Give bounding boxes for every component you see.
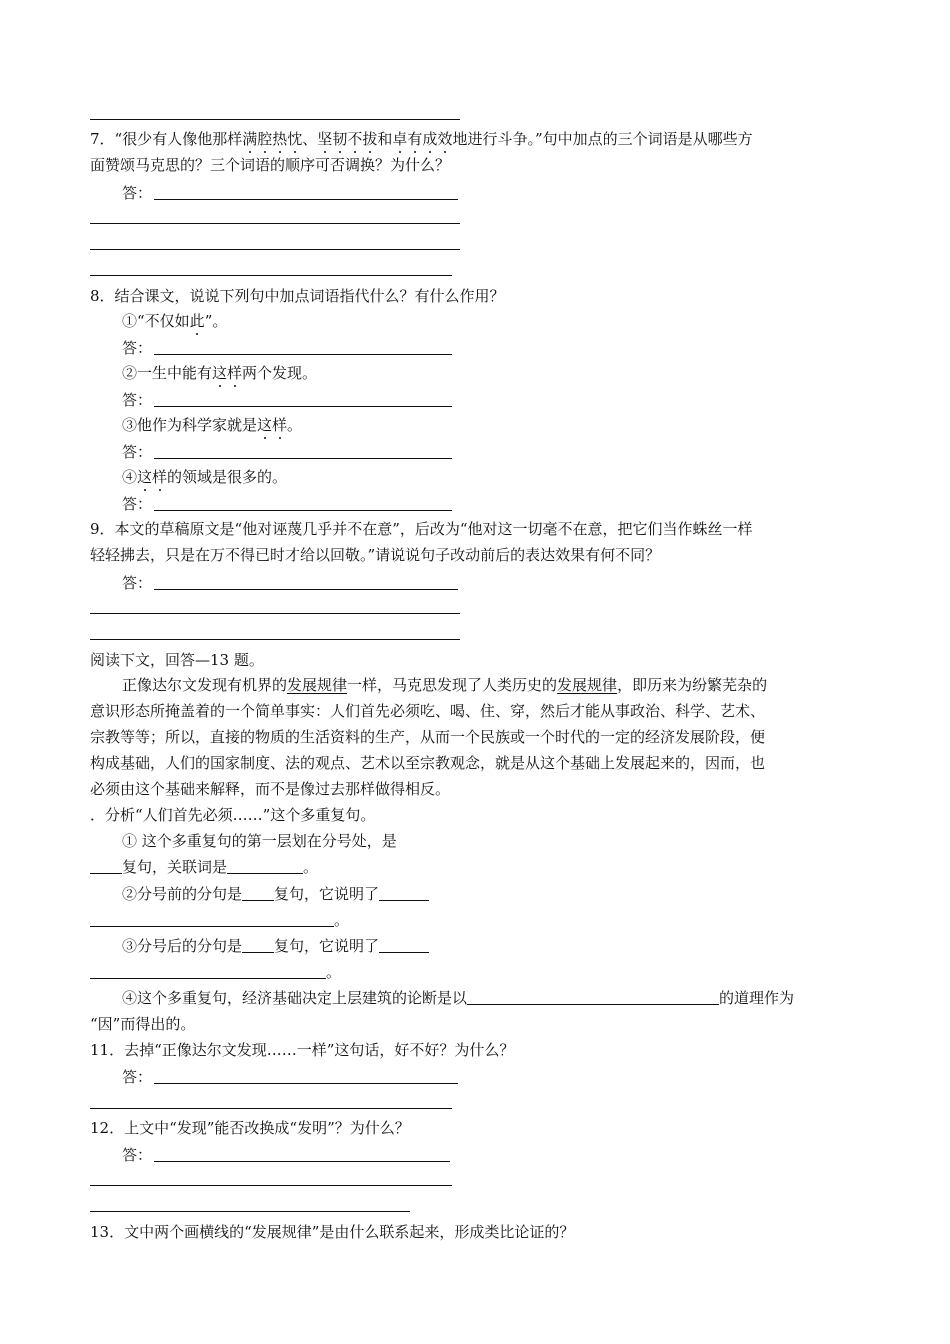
q8-answer-2: 答： [122, 391, 452, 409]
q10-sub-2: ②分号前的分句是 复句，它说明了 [122, 885, 429, 903]
q10-sub-2-cont: 。 [90, 911, 349, 929]
dotted-word-2: 坚韧不拔 [317, 130, 378, 148]
fill-blank [90, 964, 326, 979]
answer-line [90, 1211, 410, 1212]
answer-line [90, 249, 460, 250]
answer-line [90, 613, 460, 614]
answer-line [90, 223, 460, 224]
q8-item-2: ②一生中能有这样两个发现。 [122, 364, 318, 382]
q8-answer-1: 答： [122, 339, 452, 357]
answer-line [154, 496, 452, 511]
dotted-word: 这样 [257, 416, 288, 434]
dotted-word: 此 [189, 312, 205, 330]
passage-line-5: 必须由这个基础来解释，而不是像过去那样做得相反。 [90, 780, 451, 798]
q11-answer: 答： [122, 1068, 458, 1086]
dotted-word: 这样 [212, 364, 243, 382]
passage-line-1: 正像达尔文发现有机界的发展规律一样，马克思发现了人类历史的发展规律，即历来为纷繁芜杂的 [122, 676, 768, 694]
underlined-term: 发展规律 [557, 676, 618, 694]
answer-line [90, 1185, 452, 1186]
q8-item-1: ①“不仅如此”。 [122, 312, 228, 330]
q7-line1: 7．“很少有人像他那样满腔热忱、坚韧不拔和卓有成效地进行斗争。”句中加点的三个词语是从哪些方 [90, 130, 753, 148]
answer-line [154, 185, 458, 200]
q10-sub-4: ④这个多重复句，经济基础决定上层建筑的论断是以 的道理作为 [122, 989, 795, 1007]
q10-sub-3: ③分号后的分句是 复句，它说明了 [122, 937, 429, 955]
answer-line [154, 392, 452, 407]
q10-sub-1b: 复句，关联词是 。 [90, 858, 318, 876]
answer-line [154, 340, 452, 355]
dotted-word-3: 卓有成效 [392, 130, 453, 148]
answer-line [154, 1147, 450, 1162]
passage-line-4: 构成基础，人们的国家制度、法的观点、艺术以至宗教观念，就是从这个基础上发展起来的，因而，也 [90, 754, 766, 772]
dotted-word: 这样 [137, 468, 168, 486]
q13-stem: 13．文中两个画横线的“发展规律”是由什么联系起来，形成类比论证的？ [90, 1223, 575, 1241]
dotted-word-1: 满腔热忱 [242, 130, 303, 148]
answer-line [90, 119, 460, 120]
q8-stem: 8．结合课文，说说下列句中加点词语指代什么？有什么作用？ [90, 287, 505, 305]
q12-stem: 12．上文中“发现”能否改换成“发明”？为什么？ [90, 1119, 410, 1137]
answer-line [154, 444, 452, 459]
q8-answer-3: 答： [122, 443, 452, 461]
q8-answer-4: 答： [122, 495, 452, 513]
q7-answer: 答： [122, 184, 458, 202]
q8-item-4: ④这样的领域是很多的。 [122, 468, 288, 486]
q10-sub-1: ① 这个多重复句的第一层划在分号处，是 [122, 832, 397, 850]
answer-line [154, 1069, 458, 1084]
q8-item-3: ③他作为科学家就是这样。 [122, 416, 303, 434]
fill-blank [242, 938, 274, 953]
fill-blank [467, 990, 719, 1005]
fill-blank [227, 859, 303, 874]
answer-line [90, 275, 452, 276]
q11-stem: 11．去掉“正像达尔文发现……一样”这句话，好不好？为什么？ [90, 1041, 515, 1059]
q7-line2: 面赞颂马克思的？三个词语的顺序可否调换？为什么？ [90, 156, 451, 174]
answer-line [90, 1108, 452, 1109]
passage-line-2: 意识形态所掩盖着的一个简单事实：人们首先必须吃、喝、住、穿，然后才能从事政治、科学、艺术、 [90, 702, 766, 720]
fill-blank [90, 859, 122, 874]
fill-blank [379, 938, 429, 953]
passage-line-3: 宗教等等；所以，直接的物质的生活资料的生产，从而一个民族或一个时代的一定的经济发展阶段，便 [90, 728, 766, 746]
q10-stem: ．分析“人们首先必须……”这个多重复句。 [90, 806, 376, 824]
answer-line [90, 639, 460, 640]
underlined-term: 发展规律 [287, 676, 348, 694]
q10-sub-4-cont: “因”而得出的。 [90, 1015, 196, 1033]
fill-blank [379, 886, 429, 901]
q9-answer: 答： [122, 574, 458, 592]
q9-line2: 轻轻拂去，只是在万不得已时才给以回敬。”请说说句子改动前后的表达效果有何不同？ [90, 546, 661, 564]
q12-answer: 答： [122, 1146, 450, 1164]
fill-blank [242, 886, 274, 901]
q10-sub-3-cont: 。 [90, 963, 341, 981]
fill-blank [90, 912, 334, 927]
answer-line [154, 575, 458, 590]
q9-line1: 9．本文的草稿原文是“他对诬蔑几乎并不在意”，后改为“他对这一切毫不在意，把它们当作蛛丝一样 [90, 520, 753, 538]
reading-intro: 阅读下文，回答—13 题。 [90, 651, 264, 669]
